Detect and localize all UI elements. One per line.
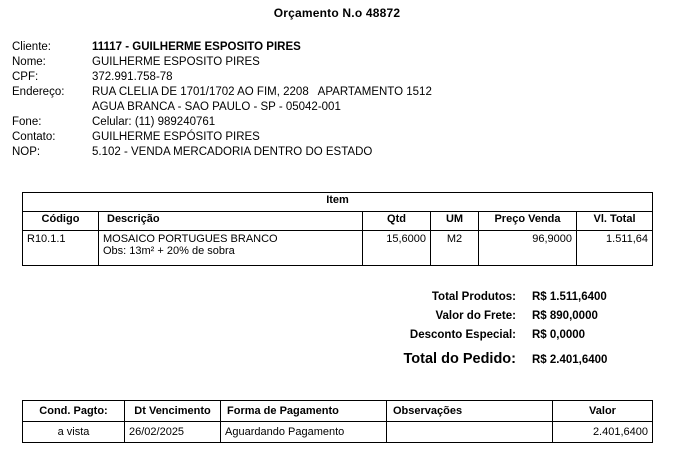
total-value: R$ 890,0000 <box>532 310 598 322</box>
column-header-dt-vencimento: Dt Vencimento <box>125 401 221 422</box>
column-header-descricao: Descrição <box>99 212 363 231</box>
payment-table <box>22 400 653 443</box>
customer-value: Celular: (11) 989240761 <box>92 116 216 128</box>
customer-label <box>12 100 92 115</box>
cell-vl-total: 1.511,64 <box>577 231 653 266</box>
customer-value: 372.991.758-78 <box>92 71 173 83</box>
customer-label: NOP: <box>12 146 41 158</box>
cell-cond-pagto: a vista <box>23 422 125 443</box>
customer-label: Contato: <box>12 131 56 143</box>
grand-total-value: R$ 2.401,6400 <box>532 354 608 366</box>
customer-label: Nome: <box>12 56 46 68</box>
total-row-desconto <box>332 326 652 345</box>
cell-preco-venda: 96,9000 <box>479 231 577 266</box>
payment-header-row <box>23 401 653 422</box>
customer-row <box>12 40 674 55</box>
total-row-pedido <box>332 347 652 372</box>
cell-qtd: 15,6000 <box>363 231 431 266</box>
customer-label: Endereço: <box>12 86 65 98</box>
customer-label: CPF: <box>12 71 39 83</box>
totals-block <box>332 288 652 372</box>
items-group-header-row <box>23 193 653 212</box>
customer-value: 11117 - GUILHERME ESPOSITO PIRES <box>92 41 301 53</box>
total-row-frete <box>332 307 652 326</box>
total-label: Valor do Frete: <box>435 310 516 322</box>
total-value: R$ 1.511,6400 <box>532 291 607 303</box>
column-header-codigo: Código <box>23 212 99 231</box>
grand-total-label: Total do Pedido: <box>403 351 516 367</box>
customer-label: Fone: <box>12 116 42 128</box>
cell-um: M2 <box>431 231 479 266</box>
customer-value: AGUA BRANCA - SAO PAULO - SP - 05042-001 <box>92 101 341 113</box>
customer-label: Cliente: <box>12 41 51 53</box>
customer-value: GUILHERME ESPÓSITO PIRES <box>92 131 260 143</box>
cell-observacoes <box>387 422 553 443</box>
table-row <box>23 422 653 443</box>
items-header-row <box>23 212 653 231</box>
items-table <box>22 192 653 266</box>
cell-forma-pagamento: Aguardando Pagamento <box>221 422 387 443</box>
item-description: MOSAICO PORTUGUES BRANCO <box>103 233 278 245</box>
column-header-um: UM <box>431 212 479 231</box>
total-value: R$ 0,0000 <box>532 329 586 341</box>
payment-table-container <box>22 400 652 443</box>
column-header-cond-pagto: Cond. Pagto: <box>23 401 125 422</box>
items-group-header: Item <box>23 193 653 212</box>
customer-row <box>12 70 674 85</box>
column-header-qtd: Qtd <box>363 212 431 231</box>
customer-value: GUILHERME ESPOSITO PIRES <box>92 56 260 68</box>
customer-row <box>12 85 674 100</box>
column-header-vl-total: Vl. Total <box>577 212 653 231</box>
customer-value: 5.102 - VENDA MERCADORIA DENTRO DO ESTADO <box>92 146 373 158</box>
customer-value: RUA CLELIA DE 1701/1702 AO FIM, 2208 APARTAMENTO 1512 <box>92 86 432 98</box>
total-row-produtos <box>332 288 652 307</box>
cell-descricao <box>99 231 363 266</box>
column-header-observacoes: Observações <box>387 401 553 422</box>
cell-valor: 2.401,6400 <box>553 422 653 443</box>
customer-row <box>12 145 674 160</box>
customer-row <box>12 55 674 70</box>
table-row <box>23 231 653 266</box>
total-label: Total Produtos: <box>431 291 516 303</box>
item-observation: Obs: 13m² + 20% de sobra <box>103 245 235 257</box>
items-table-container <box>22 192 652 266</box>
cell-codigo: R10.1.1 <box>23 231 99 266</box>
customer-row <box>12 130 674 145</box>
customer-row <box>12 115 674 130</box>
total-label: Desconto Especial: <box>409 329 516 341</box>
page-title: Orçamento N.o 48872 <box>273 6 401 20</box>
cell-dt-vencimento: 26/02/2025 <box>125 422 221 443</box>
customer-row <box>12 100 674 115</box>
column-header-forma-pagamento: Forma de Pagamento <box>221 401 387 422</box>
column-header-valor: Valor <box>553 401 653 422</box>
column-header-preco-venda: Preço Venda <box>479 212 577 231</box>
customer-info-block <box>0 40 674 160</box>
